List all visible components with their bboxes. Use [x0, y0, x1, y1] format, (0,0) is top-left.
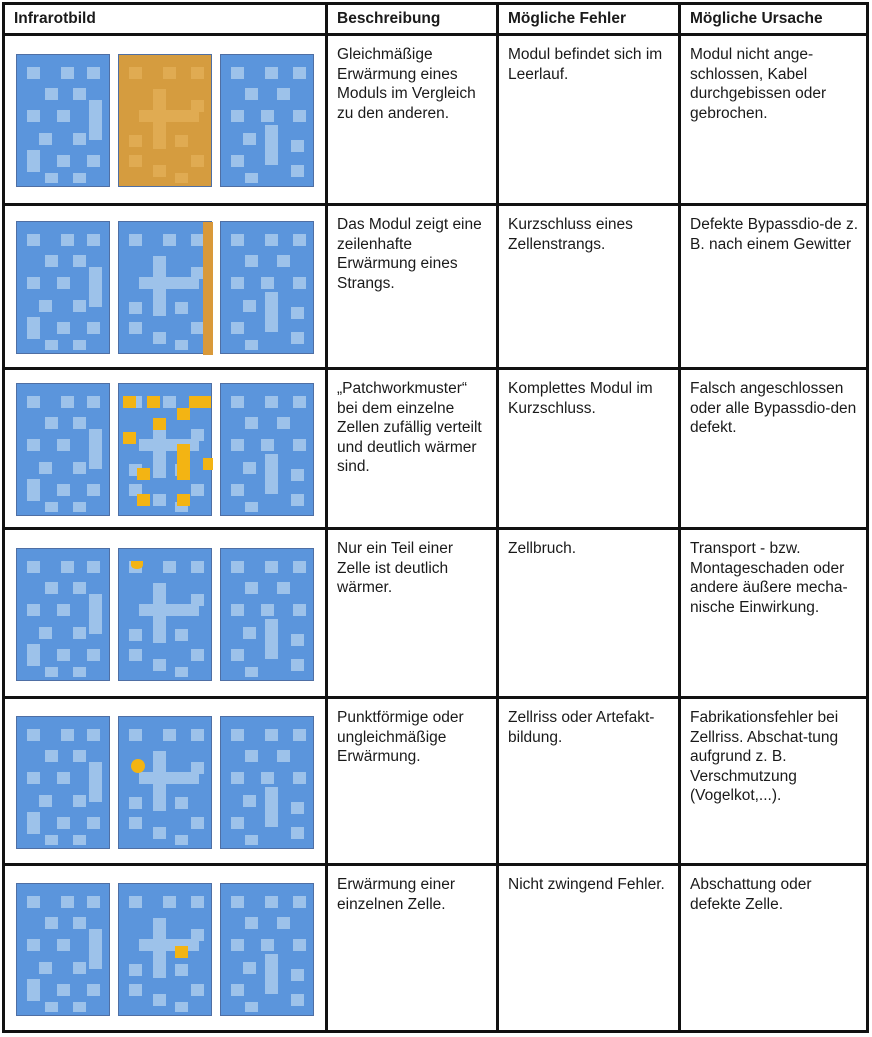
module-cell: [191, 649, 204, 661]
module-cell: [175, 629, 188, 641]
infrared-image-single-cell: [16, 883, 316, 1016]
module-cell: [245, 835, 258, 845]
module-cell: [231, 110, 244, 122]
module-cell: [45, 1002, 58, 1012]
module-cell: [89, 429, 102, 469]
module-cell: [45, 340, 58, 350]
module-cell: [175, 667, 188, 677]
module-cell: [245, 667, 258, 677]
hot-cell-marker: [177, 444, 190, 480]
module-cell: [277, 917, 290, 929]
module-cell: [139, 277, 199, 289]
table-vertical-rule: [866, 2, 869, 1033]
module-cell: [129, 817, 142, 829]
hot-cell-marker: [131, 759, 145, 773]
module-cell: [73, 502, 86, 512]
module-cell: [139, 110, 199, 122]
module-cell: [57, 604, 70, 616]
module-cell: [57, 277, 70, 289]
cause-cell: Transport - bzw. Montageschaden oder andere äußere mecha-nische Einwirkung.: [690, 540, 848, 616]
module-cell: [175, 173, 188, 183]
thermal-module-panel: [118, 54, 212, 187]
module-cell: [57, 439, 70, 451]
module-cell: [291, 165, 304, 177]
cause-cell: Modul nicht ange-schlossen, Kabel durchgebissen oder gebrochen.: [690, 46, 827, 122]
module-cell: [231, 604, 244, 616]
fault-cell: Modul befindet sich im Leerlauf.: [508, 46, 663, 83]
table-horizontal-rule: [2, 2, 869, 5]
hot-cell-marker: [123, 432, 136, 444]
module-cell: [27, 277, 40, 289]
module-cell: [57, 817, 70, 829]
module-cell: [245, 255, 258, 267]
module-cell: [57, 649, 70, 661]
module-cell: [175, 340, 188, 350]
cause-cell: Fabrikationsfehler bei Zellriss. Abschat-tung aufgrund z. B. Verschmutzung (Vogelkot,...).: [690, 709, 839, 804]
module-cell: [231, 729, 244, 741]
thermal-module-panel: [220, 221, 314, 354]
header-possible-cause: Mögliche Ursache: [690, 10, 823, 27]
module-cell: [293, 772, 306, 784]
module-cell: [39, 462, 52, 474]
module-cell: [231, 896, 244, 908]
module-cell: [231, 939, 244, 951]
module-cell: [89, 762, 102, 802]
module-cell: [153, 332, 166, 344]
description-cell: Punktförmige oder ungleichmäßige Erwärmung.: [337, 709, 464, 765]
module-cell: [73, 750, 86, 762]
module-cell: [39, 962, 52, 974]
module-cell: [57, 484, 70, 496]
module-cell: [139, 772, 199, 784]
module-cell: [293, 396, 306, 408]
hot-cell-marker: [131, 561, 143, 569]
module-cell: [153, 994, 166, 1006]
module-cell: [231, 561, 244, 573]
thermal-module-panel: [220, 54, 314, 187]
module-cell: [129, 67, 142, 79]
description-cell: Erwärmung einer einzelnen Zelle.: [337, 876, 456, 913]
module-cell: [87, 234, 100, 246]
module-cell: [129, 234, 142, 246]
module-cell: [87, 817, 100, 829]
module-cell: [27, 644, 40, 666]
module-cell: [89, 100, 102, 140]
module-cell: [277, 417, 290, 429]
module-cell: [27, 772, 40, 784]
module-cell: [231, 772, 244, 784]
module-cell: [87, 984, 100, 996]
module-cell: [277, 88, 290, 100]
module-cell: [265, 561, 278, 573]
module-cell: [265, 954, 278, 994]
module-cell: [265, 454, 278, 494]
module-cell: [163, 561, 176, 573]
module-cell: [277, 582, 290, 594]
module-cell: [39, 133, 52, 145]
module-cell: [27, 939, 40, 951]
module-cell: [27, 439, 40, 451]
module-cell: [191, 929, 204, 941]
module-cell: [27, 317, 40, 339]
module-cell: [57, 984, 70, 996]
module-cell: [27, 396, 40, 408]
module-cell: [243, 133, 256, 145]
hot-cell-marker: [203, 458, 213, 470]
header-infrared-image: Infrarotbild: [14, 10, 96, 27]
module-cell: [61, 396, 74, 408]
module-cell: [61, 896, 74, 908]
module-cell: [291, 659, 304, 671]
module-cell: [139, 439, 199, 451]
module-cell: [175, 135, 188, 147]
module-cell: [27, 979, 40, 1001]
module-cell: [291, 994, 304, 1006]
description-cell: Gleichmäßige Erwärmung eines Moduls im Vergleich zu den anderen.: [337, 46, 476, 122]
module-cell: [191, 817, 204, 829]
module-cell: [231, 817, 244, 829]
module-cell: [291, 802, 304, 814]
hot-cell-marker: [123, 396, 136, 408]
module-cell: [245, 417, 258, 429]
module-cell: [27, 896, 40, 908]
module-cell: [231, 984, 244, 996]
module-cell: [191, 67, 204, 79]
module-cell: [265, 619, 278, 659]
module-cell: [291, 140, 304, 152]
module-cell: [265, 396, 278, 408]
module-cell: [277, 255, 290, 267]
module-cell: [293, 561, 306, 573]
module-cell: [87, 649, 100, 661]
module-cell: [45, 582, 58, 594]
module-cell: [261, 939, 274, 951]
module-cell: [73, 133, 86, 145]
thermal-module-panel: [118, 383, 212, 516]
module-cell: [87, 484, 100, 496]
module-cell: [293, 67, 306, 79]
module-cell: [243, 795, 256, 807]
module-cell: [261, 772, 274, 784]
thermal-module-panel: [16, 383, 110, 516]
module-cell: [293, 110, 306, 122]
module-cell: [129, 302, 142, 314]
hot-cell-marker: [137, 494, 150, 506]
cause-cell: Defekte Bypassdio-de z. B. nach einem Gewitter: [690, 216, 859, 253]
module-cell: [265, 67, 278, 79]
module-cell: [61, 729, 74, 741]
module-cell: [163, 234, 176, 246]
module-cell: [73, 582, 86, 594]
module-cell: [265, 787, 278, 827]
module-cell: [231, 649, 244, 661]
module-cell: [129, 984, 142, 996]
hot-cell-marker: [189, 396, 211, 408]
header-description: Beschreibung: [337, 10, 441, 27]
module-cell: [61, 561, 74, 573]
module-cell: [293, 604, 306, 616]
module-cell: [265, 234, 278, 246]
module-cell: [163, 67, 176, 79]
module-cell: [27, 604, 40, 616]
module-cell: [175, 302, 188, 314]
module-cell: [73, 667, 86, 677]
fault-cell: Zellriss oder Artefakt-bildung.: [508, 709, 655, 746]
module-cell: [57, 322, 70, 334]
thermal-module-panel: [16, 221, 110, 354]
module-cell: [261, 110, 274, 122]
module-cell: [231, 439, 244, 451]
module-cell: [129, 729, 142, 741]
module-cell: [231, 322, 244, 334]
module-cell: [245, 88, 258, 100]
module-cell: [243, 962, 256, 974]
module-cell: [27, 729, 40, 741]
module-cell: [57, 155, 70, 167]
hot-cell-marker: [175, 946, 188, 958]
module-cell: [57, 772, 70, 784]
module-cell: [291, 469, 304, 481]
module-cell: [243, 300, 256, 312]
module-cell: [89, 267, 102, 307]
fault-cell: Nicht zwingend Fehler.: [508, 876, 665, 893]
module-cell: [293, 896, 306, 908]
hot-cell-marker: [177, 494, 190, 506]
module-cell: [175, 835, 188, 845]
module-cell: [73, 627, 86, 639]
module-cell: [129, 896, 142, 908]
module-cell: [89, 929, 102, 969]
module-cell: [129, 322, 142, 334]
module-cell: [73, 1002, 86, 1012]
infrared-image-whole-module-warm: [16, 54, 316, 187]
module-cell: [163, 396, 176, 408]
module-cell: [231, 155, 244, 167]
module-cell: [27, 67, 40, 79]
thermal-module-panel: [16, 883, 110, 1016]
module-cell: [87, 155, 100, 167]
module-cell: [153, 165, 166, 177]
module-cell: [129, 629, 142, 641]
module-cell: [243, 627, 256, 639]
module-cell: [87, 67, 100, 79]
module-cell: [175, 964, 188, 976]
module-cell: [163, 896, 176, 908]
module-cell: [129, 155, 142, 167]
module-cell: [39, 627, 52, 639]
module-cell: [39, 300, 52, 312]
description-cell: „Patchworkmuster“ bei dem einzelne Zellen zufällig verteilt und deutlich wärmer sind.: [337, 380, 482, 475]
module-cell: [153, 494, 166, 506]
module-cell: [265, 125, 278, 165]
module-cell: [73, 917, 86, 929]
module-cell: [129, 797, 142, 809]
fault-cell: Kurzschluss eines Zellenstrangs.: [508, 216, 633, 253]
module-cell: [129, 964, 142, 976]
module-cell: [45, 750, 58, 762]
module-cell: [245, 173, 258, 183]
hot-cell-marker: [137, 468, 150, 480]
fault-cell: Komplettes Modul im Kurzschluss.: [508, 380, 653, 417]
thermal-module-panel: [16, 548, 110, 681]
module-cell: [231, 67, 244, 79]
module-cell: [87, 729, 100, 741]
module-cell: [45, 917, 58, 929]
thermal-module-panel: [220, 716, 314, 849]
module-cell: [87, 896, 100, 908]
description-cell: Das Modul zeigt eine zeilenhafte Erwärmung eines Strangs.: [337, 216, 482, 292]
thermal-module-panel: [16, 716, 110, 849]
module-cell: [265, 729, 278, 741]
hot-cell-marker: [203, 222, 213, 355]
module-cell: [245, 582, 258, 594]
module-cell: [57, 110, 70, 122]
module-cell: [153, 659, 166, 671]
header-possible-fault: Mögliche Fehler: [508, 10, 626, 27]
module-cell: [129, 649, 142, 661]
module-cell: [191, 729, 204, 741]
module-cell: [61, 67, 74, 79]
module-cell: [89, 594, 102, 634]
module-cell: [45, 502, 58, 512]
module-cell: [291, 634, 304, 646]
module-cell: [27, 110, 40, 122]
module-cell: [45, 173, 58, 183]
module-cell: [191, 561, 204, 573]
cause-cell: Abschattung oder defekte Zelle.: [690, 876, 812, 913]
cause-cell: Falsch angeschlossen oder alle Bypassdio-den defekt.: [690, 380, 857, 436]
module-cell: [27, 150, 40, 172]
module-cell: [245, 750, 258, 762]
module-cell: [277, 750, 290, 762]
hot-cell-marker: [147, 396, 160, 408]
module-cell: [293, 234, 306, 246]
module-cell: [265, 292, 278, 332]
module-cell: [231, 484, 244, 496]
module-cell: [175, 1002, 188, 1012]
module-cell: [45, 88, 58, 100]
thermal-module-panel: [220, 383, 314, 516]
module-cell: [87, 561, 100, 573]
infrared-image-partial-cell: [16, 548, 316, 681]
fault-cell: Zellbruch.: [508, 540, 577, 557]
module-cell: [243, 462, 256, 474]
module-cell: [291, 332, 304, 344]
module-cell: [191, 984, 204, 996]
module-cell: [139, 604, 199, 616]
table-vertical-rule: [2, 2, 5, 1033]
thermal-module-panel: [118, 883, 212, 1016]
thermal-module-panel: [16, 54, 110, 187]
module-cell: [191, 429, 204, 441]
module-cell: [191, 155, 204, 167]
module-cell: [57, 939, 70, 951]
module-cell: [293, 439, 306, 451]
module-cell: [293, 729, 306, 741]
module-cell: [73, 300, 86, 312]
module-cell: [245, 917, 258, 929]
module-cell: [245, 502, 258, 512]
infrared-image-hot-spot: [16, 716, 316, 849]
module-cell: [73, 962, 86, 974]
module-cell: [73, 173, 86, 183]
module-cell: [191, 100, 204, 112]
hot-cell-marker: [177, 408, 190, 420]
thermal-module-panel: [118, 548, 212, 681]
infrared-image-patchwork: [16, 383, 316, 516]
thermal-module-panel: [220, 548, 314, 681]
module-cell: [231, 396, 244, 408]
module-cell: [45, 667, 58, 677]
thermal-module-panel: [118, 221, 212, 354]
module-cell: [291, 494, 304, 506]
module-cell: [293, 277, 306, 289]
module-cell: [191, 762, 204, 774]
module-cell: [291, 969, 304, 981]
module-cell: [139, 939, 199, 951]
module-cell: [129, 135, 142, 147]
module-cell: [45, 255, 58, 267]
module-cell: [191, 594, 204, 606]
module-cell: [293, 939, 306, 951]
module-cell: [73, 88, 86, 100]
module-cell: [153, 827, 166, 839]
module-cell: [73, 462, 86, 474]
module-cell: [87, 396, 100, 408]
module-cell: [291, 307, 304, 319]
module-cell: [45, 417, 58, 429]
infrared-image-string-warm: [16, 221, 316, 354]
module-cell: [87, 322, 100, 334]
module-cell: [163, 729, 176, 741]
module-cell: [231, 234, 244, 246]
module-cell: [39, 795, 52, 807]
description-cell: Nur ein Teil einer Zelle ist deutlich wärmer.: [337, 540, 454, 596]
module-cell: [61, 234, 74, 246]
module-cell: [27, 812, 40, 834]
ir-fault-table: [2, 2, 869, 1033]
module-cell: [45, 835, 58, 845]
module-cell: [245, 340, 258, 350]
module-cell: [291, 827, 304, 839]
module-cell: [73, 255, 86, 267]
module-cell: [73, 835, 86, 845]
module-cell: [27, 479, 40, 501]
thermal-module-panel: [220, 883, 314, 1016]
module-cell: [175, 797, 188, 809]
module-cell: [191, 896, 204, 908]
table-horizontal-rule: [2, 1030, 869, 1033]
module-cell: [261, 604, 274, 616]
hot-cell-marker: [153, 418, 166, 430]
module-cell: [231, 277, 244, 289]
module-cell: [261, 439, 274, 451]
thermal-module-panel: [118, 716, 212, 849]
module-cell: [73, 795, 86, 807]
module-cell: [27, 234, 40, 246]
module-cell: [27, 561, 40, 573]
module-cell: [261, 277, 274, 289]
module-cell: [191, 484, 204, 496]
module-cell: [265, 896, 278, 908]
module-cell: [73, 340, 86, 350]
module-cell: [73, 417, 86, 429]
module-cell: [245, 1002, 258, 1012]
